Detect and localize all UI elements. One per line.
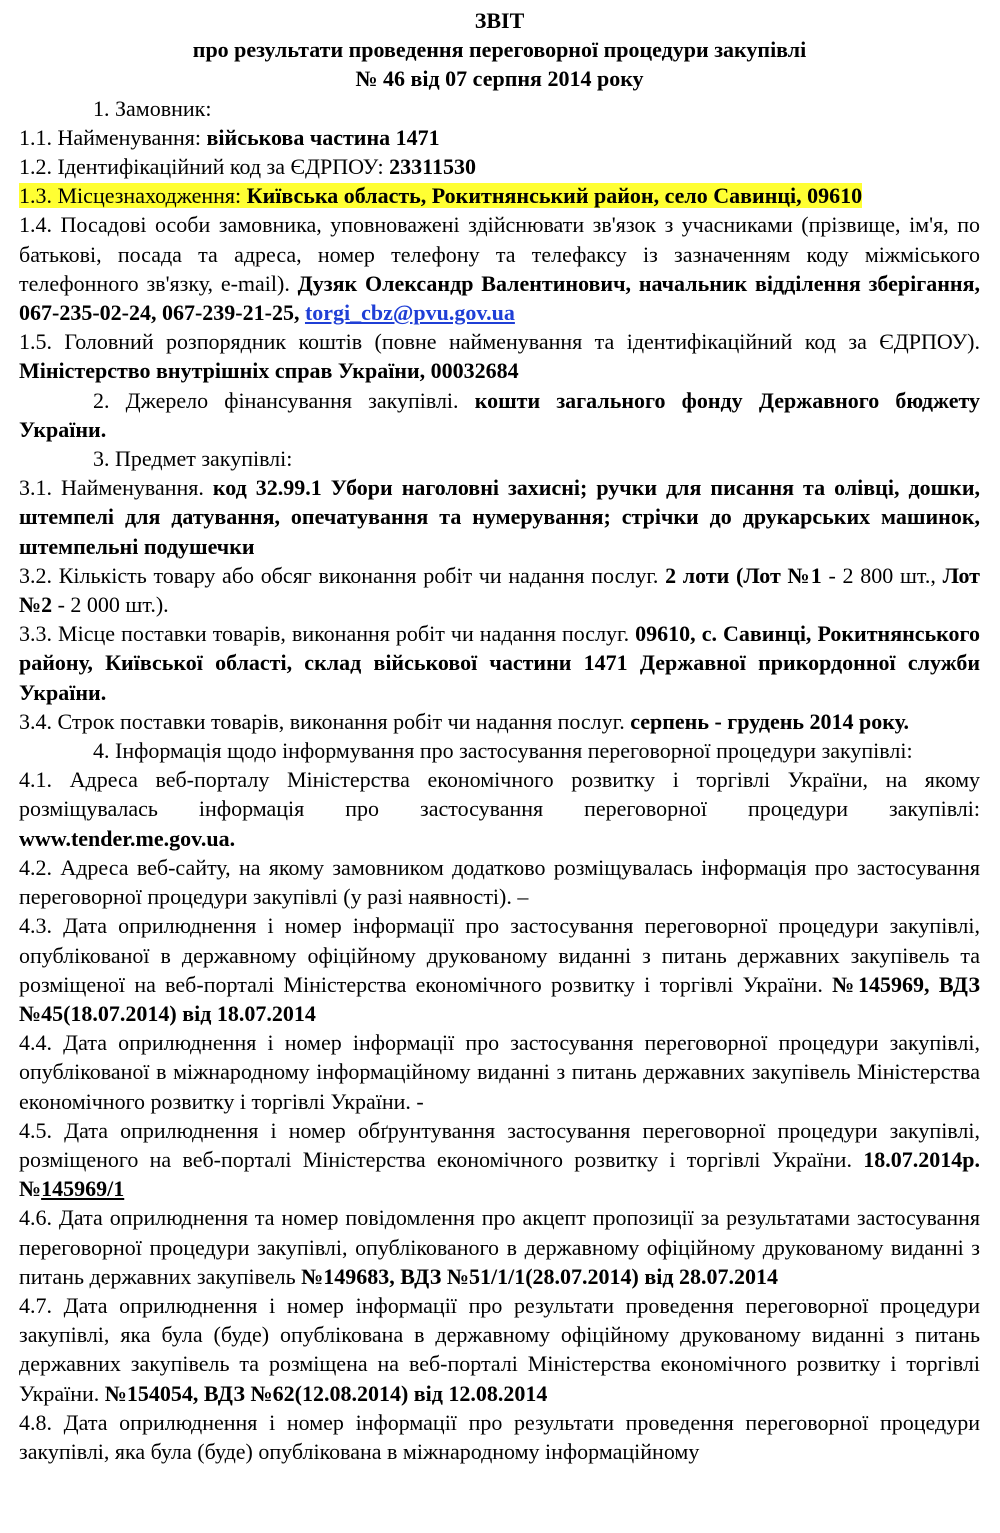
item-4-1-label: 4.1. Адреса веб-порталу Міністерства економічного розвитку і торгівлі України, на якому розміщувалась інформація про застосування переговорної процедури закупівлі:	[19, 767, 980, 822]
item-4-2: 4.2. Адреса веб-сайту, на якому замовником додатково розміщувалась інформація про застосування переговорної процедури закупівлі (у разі наявності). –	[19, 854, 980, 910]
section-2	[19, 386, 980, 444]
section-3-heading: 3. Предмет закупівлі:	[93, 446, 293, 472]
item-4-3	[19, 911, 980, 1028]
item-4-5-label: 4.5. Дата оприлюднення і номер обґрунтування застосування переговорної процедури закупівлі, розміщеного на веб-порталі Міністерства економічного розвитку і торгівлі України.	[19, 1117, 980, 1172]
contact-email-link[interactable]: torgi_cbz@pvu.gov.ua	[304, 300, 515, 326]
item-1-5	[19, 327, 980, 385]
item-4-6-label: 4.6. Дата оприлюднення та номер повідомлення про акцепт пропозиції за результатами застосування переговорної процедури закупівлі, опублікованого в державному офіційному друкованому виданні з питань державних закупівель	[19, 1205, 980, 1289]
item-3-3-label: 3.3. Місце поставки товарів, виконання робіт чи надання послуг.	[19, 621, 636, 647]
item-3-4-value: серпень - грудень 2014 року.	[630, 708, 909, 734]
section-4-heading: 4. Інформація щодо інформування про застосування переговорної процедури закупівлі:	[93, 738, 913, 764]
item-4-5	[19, 1116, 980, 1204]
item-1-2-label: 1.2. Ідентифікаційний код за ЄДРПОУ:	[19, 154, 390, 180]
item-4-3-value: №145969, ВДЗ №45(18.07.2014) від 18.07.2014	[19, 971, 980, 1026]
item-4-6-value: №149683, ВДЗ №51/1/1(28.07.2014) від 28.07.2014	[301, 1263, 778, 1289]
item-1-5-label: 1.5. Головний розпорядник коштів (повне найменування та ідентифікаційний код за ЄДРПОУ).	[19, 329, 980, 355]
item-1-5-value: Міністерство внутрішніх справ України, 00032684	[19, 358, 519, 384]
item-1-3-label: 1.3. Місцезнаходження:	[19, 183, 247, 209]
item-4-5-value-b: 145969/1	[41, 1176, 125, 1202]
item-3-3	[19, 619, 980, 707]
section-1-heading: 1. Замовник:	[93, 95, 212, 121]
item-1-3	[19, 181, 980, 210]
item-3-4	[19, 707, 980, 736]
item-4-7-label: 4.7. Дата оприлюднення і номер інформації про результати проведення переговорної процедури закупівлі, яка була (буде) опублікована в державному офіційному друкованому виданні з питань державних закупівель та розміщена на веб-порталі Міністерства економічного розвитку і торгівлі України.	[19, 1292, 980, 1406]
item-1-1-value: військова частина 1471	[206, 124, 440, 150]
item-1-2-value: 23311530	[389, 154, 476, 180]
item-4-7-value: №154054, ВДЗ №62(12.08.2014) від 12.08.2014	[104, 1380, 548, 1406]
report-number-date: № 46 від 07 серпня 2014 року	[355, 66, 644, 92]
item-3-2-value-d: - 2 000 шт.).	[52, 592, 169, 618]
item-3-4-label: 3.4. Строк поставки товарів, виконання робіт чи надання послуг.	[19, 708, 631, 734]
item-3-2-value-a: 2 лоти (Лот №1	[665, 562, 822, 588]
item-1-4-value: Дузяк Олександр Валентинович, начальник відділення зберігання, 067-235-02-24, 067-239-21-25,	[19, 270, 980, 326]
item-3-1	[19, 473, 980, 561]
item-3-3-value: 09610, с. Савинці, Рокитнянського району, Київської області, склад військової частини 1471 Державної прикордонної служби України.	[19, 621, 981, 705]
item-1-1-label: 1.1. Найменування:	[19, 124, 207, 150]
item-1-4-label: 1.4. Посадові особи замовника, уповноважені здійснювати зв'язок з учасниками (прізвище, ім'я, по батькові, посада та адреса, номер телефону та телефаксу із зазначенням коду міжміського телефонного зв'язку, e-mail).	[19, 212, 980, 296]
item-4-1-value: www.tender.me.gov.ua.	[19, 825, 236, 851]
item-4-5-value-a: 18.07.2014р. №	[19, 1146, 980, 1202]
item-4-3-label: 4.3. Дата оприлюднення і номер інформації про застосування переговорної процедури закупівлі, опублікованої в державному офіційному друкованому виданні з питань державних закупівель та розміщеної на веб-порталі Міністерства економічного розвитку і торгівлі України.	[19, 913, 980, 997]
item-3-2-value-b: - 2 800 шт.,	[821, 562, 943, 588]
report-title: ЗВІТ	[474, 8, 525, 33]
item-1-2	[19, 152, 980, 181]
item-3-2-label: 3.2. Кількість товару або обсяг виконання робіт чи надання послуг.	[19, 562, 666, 588]
item-4-8: 4.8. Дата оприлюднення і номер інформації про результати проведення переговорної процедури закупівлі, яка була (буде) опублікована в міжнародному інформаційному	[19, 1409, 980, 1464]
item-1-3-value: Київська область, Рокитнянський район, село Савинці, 09610	[246, 183, 863, 209]
report-subtitle: про результати проведення переговорної процедури закупівлі	[192, 37, 807, 63]
item-3-1-label: 3.1. Найменування.	[19, 475, 213, 501]
item-3-2-value-c: Лот №2	[19, 562, 980, 618]
item-3-1-value: код 32.99.1 Убори наголовні захисні; ручки для писання та олівці, дошки, штемпелі для датування, опечатування та нумерування; стрічки до друкарських машинок, штемпельні подушечки	[19, 475, 980, 559]
item-1-4	[19, 210, 980, 327]
item-4-7	[19, 1291, 980, 1408]
item-4-4: 4.4. Дата оприлюднення і номер інформації про застосування переговорної процедури закупівлі, опублікованої в міжнародному інформаційному виданні з питань державних закупівель Міністерства економічного розвитку і торгівлі України. -	[19, 1030, 980, 1114]
section-2-value: кошти загального фонду Державного бюджету України.	[19, 387, 980, 442]
item-1-1	[19, 123, 980, 152]
section-2-label: 2. Джерело фінансування закупівлі.	[93, 387, 475, 413]
item-4-1	[19, 765, 980, 853]
item-3-2	[19, 561, 980, 619]
item-4-6	[19, 1203, 980, 1291]
